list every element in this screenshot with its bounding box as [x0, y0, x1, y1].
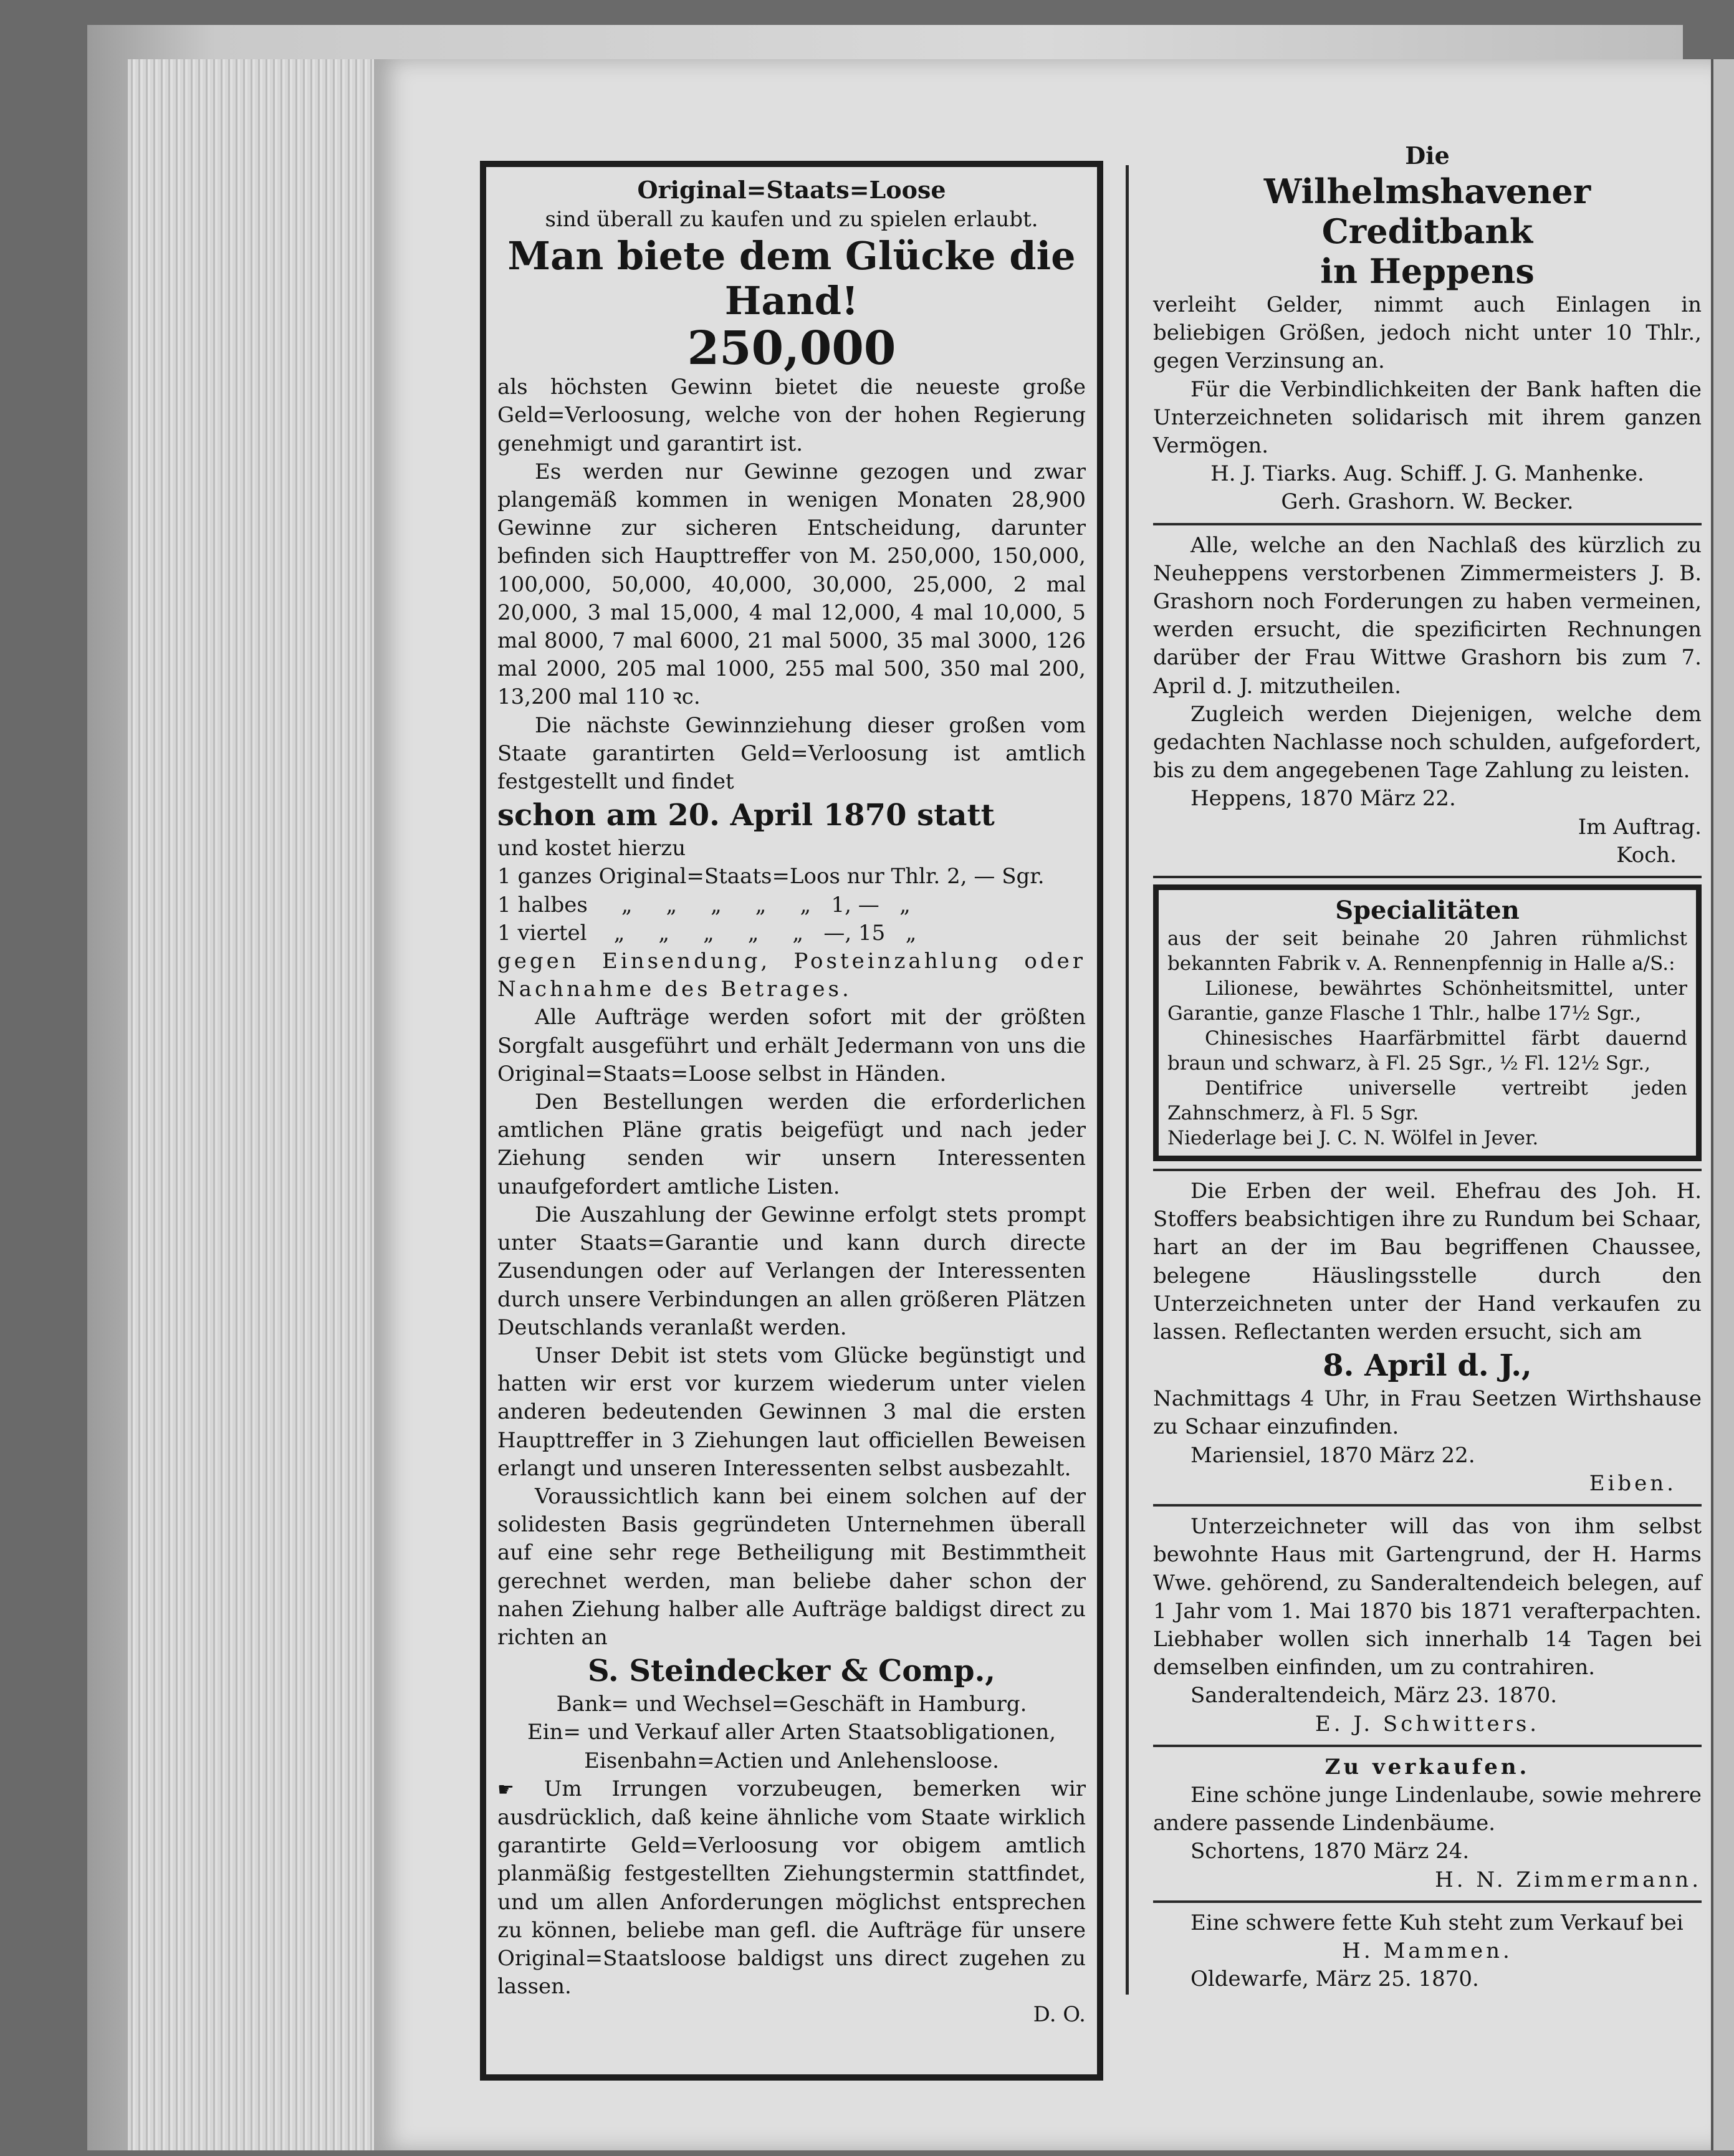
ad-cost-intro: und kostet hierzu — [497, 836, 686, 861]
ad-amount: 250,000 — [687, 322, 896, 376]
nachlass-signature: Im Auftrag. — [1578, 814, 1702, 840]
ad-signature: D. O. — [1033, 2002, 1086, 2028]
nachlass-signature: Koch. — [1616, 842, 1677, 868]
divider — [1153, 876, 1702, 878]
bank-title: Wilhelmshavener Creditbank — [1263, 171, 1591, 251]
ad-firm-subline: Bank= und Wechsel=Geschäft in Hamburg. — [556, 1692, 1027, 1717]
verkaufen-signature: H. N. Zimmermann. — [1435, 1867, 1702, 1892]
ad-title: Original=Staats=Loose — [637, 176, 946, 204]
specialitaeten-box — [1153, 884, 1702, 1161]
ad-paragraph: Die Auszahlung der Gewinne erfolgt stets prompt unter Staats=Garantie und kann durch directe Zusendungen oder auf Verlangen der Interessenten durch unsere Verbindungen an allen größeren Plätzen Deutschlands veranlaßt werden. — [497, 1202, 1086, 1340]
spec-paragraph: Niederlage bei J. C. N. Wölfel in Jever. — [1167, 1127, 1539, 1150]
bank-paragraph: verleiht Gelder, nimmt auch Einlagen in beliebigen Größen, jedoch nicht unter 10 Thlr., gegen Verzinsung an. — [1153, 292, 1702, 374]
spec-title: Specialitäten — [1335, 896, 1520, 926]
bank-pre: Die — [1405, 141, 1450, 170]
lottery-advertisement — [480, 161, 1103, 2081]
page-stack-edge — [128, 59, 383, 2150]
bank-paragraph: Für die Verbindlichkeiten der Bank haften die Unterzeichneten solidarisch mit ihrem ganzen Vermögen. — [1153, 376, 1702, 459]
ad-firm-name: S. Steindecker & Comp., — [587, 1654, 996, 1689]
ad-paragraph: Voraussichtlich kann bei einem solchen auf der solidesten Basis gegründeten Unternehmen überall auf eine sehr rege Betheiligung mit Bestimmtheit gerechnet werden, man beliebe daher schon der nahen Ziehung halber alle Aufträge baldigst direct zu richten an — [497, 1483, 1086, 1650]
nachlass-paragraph: Alle, welche an den Nachlaß des kürzlich zu Neuheppens verstorbenen Zimmermeisters J. B. Grashorn noch Forderungen zu haben vermeinen, werden ersucht, die spezificirten Rechnungen darüber der Frau Wittwe Grashorn bis zum 7. April d. J. mitzutheilen. — [1153, 532, 1702, 699]
nachlass-paragraph: Zugleich werden Diejenigen, welche dem gedachten Nachlasse noch schulden, aufgefordert, bis zu dem angegebenen Tage Zahlung zu leisten. — [1153, 701, 1702, 783]
divider — [1153, 1504, 1702, 1507]
nachlass-date: Heppens, 1870 März 22. — [1190, 786, 1456, 812]
verkaufen-date: Schortens, 1870 März 24. — [1190, 1839, 1470, 1864]
stoffers-date: 8. April d. J., — [1323, 1348, 1532, 1384]
ad-notice-paragraph — [497, 1775, 1086, 2001]
divider — [1153, 1745, 1702, 1747]
ad-paragraph: Unser Debit ist stets vom Glücke begünstigt und hatten wir erst vor kurzem wiederum unter vielen anderen bedeutenden Gewinnen 3 mal die ersten Haupttreffer in 3 Ziehungen laut officiellen Beweisen erlangt und unseren Interessenten selbst ausbezahlt. — [497, 1343, 1086, 1481]
ad-headline: Man biete dem Glücke die Hand! — [507, 233, 1076, 324]
stoffers-paragraph: Nachmittags 4 Uhr, in Frau Seetzen Wirthshause zu Schaar einzufinden. — [1153, 1386, 1702, 1440]
stoffers-place: Mariensiel, 1870 März 22. — [1190, 1442, 1475, 1468]
spec-paragraph: Dentifrice universelle vertreibt jeden Zahnschmerz, à Fl. 5 Sgr. — [1167, 1077, 1687, 1125]
bank-signatures: H. J. Tiarks. Aug. Schiff. J. G. Manhenke. — [1210, 461, 1644, 487]
ad-paragraph: Den Bestellungen werden die erforderlichen amtlichen Pläne gratis beigefügt und nach jeder Ziehung senden wir unsern Interessenten unaufgefordert amtliche Listen. — [497, 1090, 1086, 1199]
kuh-date: Oldewarfe, März 25. 1870. — [1190, 1967, 1479, 1992]
stoffers-paragraph: Die Erben der weil. Ehefrau des Joh. H. Stoffers beabsichtigen ihre zu Rundum bei Schaar, hart an der im Bau begriffenen Chaussee, belegene Häuslingsstelle durch den Unterzeichneten unter der Hand verkaufen zu lassen. Reflectanten werden ersucht, sich am — [1153, 1179, 1702, 1345]
ad-paragraph: Die nächste Gewinnziehung dieser großen vom Staate garantirten Geld=Verloosung ist amtlich festgestellt und findet — [497, 712, 1086, 795]
bank-place: in Heppens — [1320, 251, 1535, 291]
spec-paragraph: Lilionese, bewährtes Schönheitsmittel, unter Garantie, ganze Flasche 1 Thlr., halbe 17½ Sgr., — [1167, 977, 1687, 1025]
right-column — [1153, 140, 1702, 1998]
ad-notice-text: Um Irrungen vorzubeugen, bemerken wir ausdrücklich, daß keine ähnliche vom Staate wirklich garantirte Geld=Verloosung vor obigem amtlich planmäßig festgestellten Ziehungstermin stattfindet, und um allen Anforderungen möglichst entsprechen zu können, beliebe man gefl. die Aufträge für unsere Original=Staatsloose baldigst uns direct zugehen zu lassen. — [497, 1776, 1086, 2000]
ad-subtitle: sind überall zu kaufen und zu spielen erlaubt. — [545, 207, 1038, 232]
ad-price-line: 1 ganzes Original=Staats=Loos nur Thlr. 2, — Sgr. — [497, 864, 1045, 889]
harms-signature: E. J. Schwitters. — [1315, 1711, 1540, 1737]
verkaufen-paragraph: Eine schöne junge Lindenlaube, sowie mehrere andere passende Lindenbäume. — [1153, 1782, 1702, 1836]
next-page-edge — [1711, 59, 1734, 2150]
divider — [1153, 1900, 1702, 1903]
pointing-hand-icon: ☛ — [497, 1778, 514, 1801]
ad-paragraph: Alle Aufträge werden sofort mit der größten Sorgfalt ausgeführt und erhält Jedermann von uns die Original=Staats=Loose selbst in Händen. — [497, 1005, 1086, 1086]
ad-paragraph: Es werden nur Gewinne gezogen und zwar plangemäß kommen in wenigen Monaten 28,900 Gewinne zur sicheren Entscheidung, darunter befinden sich Haupttreffer von M. 250,000, 150,000, 100,000, 50,000, 40,000, 30,000, 25,000, 2 mal 20,000, 3 mal 15,000, 4 mal 12,000, 4 mal 10,000, 5 mal 8000, 7 mal 6000, 21 mal 5000, 35 mal 3000, 126 mal 2000, 205 mal 1000, 255 mal 500, 350 mal 200, 13,200 mal 110 ꝛc. — [497, 459, 1086, 710]
ad-firm-subline: Ein= und Verkauf aller Arten Staatsobligationen, Eisenbahn=Actien und Anlehensloose. — [527, 1720, 1056, 1773]
kuh-signature: H. Mammen. — [1342, 1938, 1513, 1963]
ad-price-line: 1 viertel „ „ „ „ „ —, 15 „ — [497, 920, 917, 946]
ad-date-line: schon am 20. April 1870 statt — [497, 798, 995, 833]
divider — [1153, 1169, 1702, 1171]
harms-date: Sanderaltendeich, März 23. 1870. — [1190, 1683, 1558, 1708]
kuh-paragraph: Eine schwere fette Kuh steht zum Verkauf bei — [1190, 1910, 1684, 1935]
stoffers-signature: Eiben. — [1589, 1470, 1677, 1496]
ad-price-line: 1 halbes „ „ „ „ „ 1, — „ — [497, 892, 911, 917]
ad-paragraph: als höchsten Gewinn bietet die neueste große Geld=Verloosung, welche von der hohen Regierung genehmigt und garantirt ist. — [497, 375, 1086, 456]
bank-signatures: Gerh. Grashorn. W. Becker. — [1281, 489, 1574, 515]
harms-paragraph: Unterzeichneter will das von ihm selbst bewohnte Haus mit Gartengrund, der H. Harms Wwe. gehörend, zu Sanderaltendeich belegen, auf 1 Jahr vom 1. Mai 1870 bis 1871 verafterpachten. Liebhaber wollen sich innerhalb 14 Tagen bei demselben einfinden, um zu contrahiren. — [1153, 1514, 1702, 1680]
divider — [1153, 523, 1702, 525]
ad-paragraph: gegen Einsendung, Posteinzahlung oder Nachnahme des Betrages. — [497, 949, 1086, 1002]
spec-paragraph: Chinesisches Haarfärbmittel färbt dauernd braun und schwarz, à Fl. 25 Sgr., ½ Fl. 12½ Sgr., — [1167, 1027, 1687, 1075]
verkaufen-title: Zu verkaufen. — [1324, 1754, 1530, 1780]
column-rule — [1126, 165, 1129, 1995]
spec-paragraph: aus der seit beinahe 20 Jahren rühmlichst bekannten Fabrik v. A. Rennenpfennig in Halle a/S.: — [1167, 927, 1687, 975]
